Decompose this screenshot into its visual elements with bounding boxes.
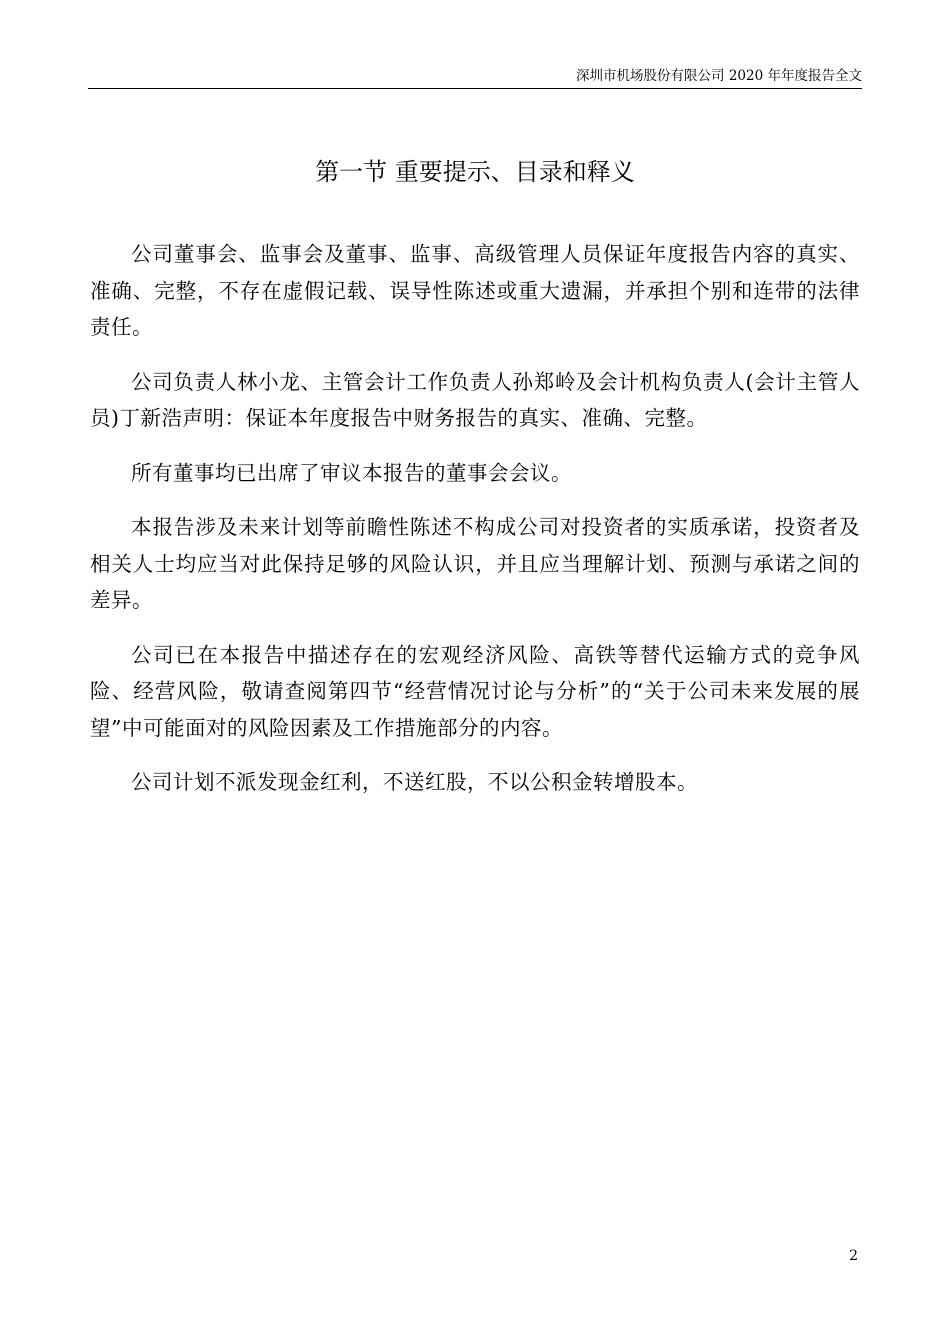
paragraph-board-guarantee: 公司董事会、监事会及董事、监事、高级管理人员保证年度报告内容的真实、准确、完整，不存在虚假记载、误导性陈述或重大遗漏，并承担个别和连带的法律责任。 [90, 242, 860, 339]
page-number: 2 [849, 1248, 858, 1264]
page-header [88, 64, 862, 89]
section-title: 第一节 重要提示、目录和释义 [315, 158, 635, 186]
paragraph-risks: 公司已在本报告中描述存在的宏观经济风险、高铁等替代运输方式的竞争风险、经营风险，敬请查阅第四节“经营情况讨论与分析”的“关于公司未来发展的展望”中可能面对的风险因素及工作措施部分的内容。 [90, 642, 860, 740]
body-text [90, 236, 860, 819]
paragraph-dividend-plan: 公司计划不派发现金红利，不送红股，不以公积金转增股本。 [131, 770, 698, 794]
paragraph-forward-looking: 本报告涉及未来计划等前瞻性陈述不构成公司对投资者的实质承诺，投资者及相关人士均应当对此保持足够的风险认识，并且应当理解计划、预测与承诺之间的差异。 [90, 515, 860, 612]
header-text: 深圳市机场股份有限公司 2020 年年度报告全文 [576, 68, 862, 84]
paragraph-responsible-persons: 公司负责人林小龙、主管会计工作负责人孙郑岭及会计机构负责人(会计主管人员)丁新浩声明：保证本年度报告中财务报告的真实、准确、完整。 [90, 369, 860, 430]
paragraph-directors-attendance: 所有董事均已出席了审议本报告的董事会会议。 [131, 460, 572, 485]
